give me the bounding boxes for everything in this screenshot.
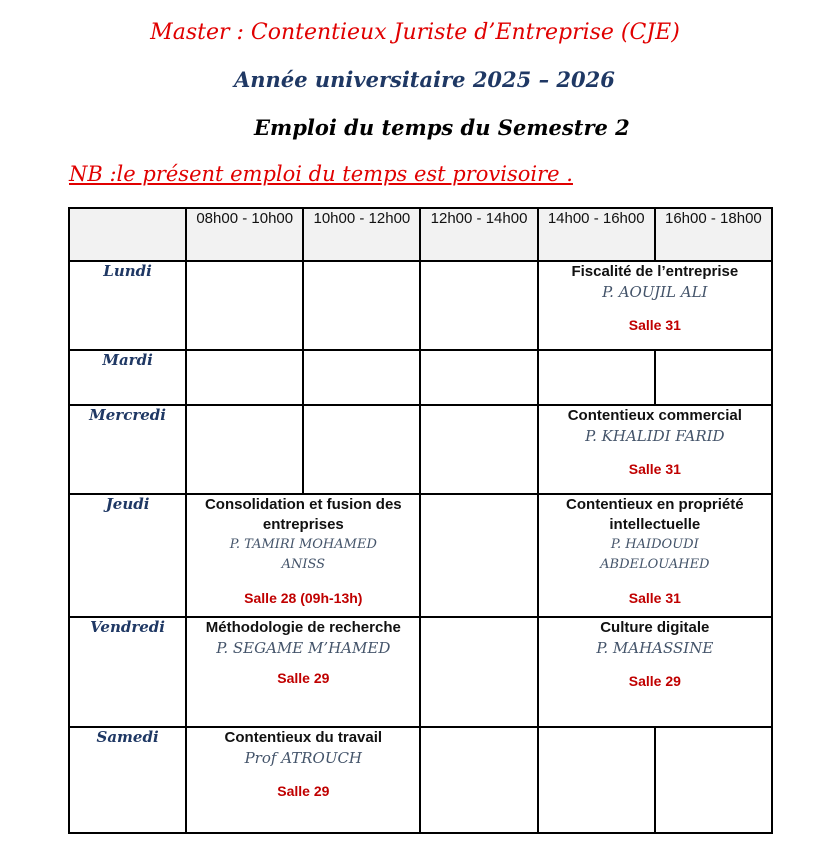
empty-cell <box>420 350 537 405</box>
course-title: Contentieux du travail <box>224 729 383 746</box>
course-cell <box>186 617 420 727</box>
course-cell <box>538 261 772 350</box>
schedule-title: Emploi du temps du Semestre 2 <box>254 115 630 140</box>
empty-cell <box>420 617 537 727</box>
day-label: Jeudi <box>69 494 186 617</box>
empty-cell <box>420 494 537 617</box>
empty-cell <box>420 261 537 350</box>
course-room: Salle 31 <box>628 461 681 477</box>
course-room: Salle 29 <box>277 670 330 686</box>
academic-year: Année universitaire 2025 – 2026 <box>234 67 615 92</box>
empty-cell <box>186 350 303 405</box>
empty-cell <box>303 350 420 405</box>
empty-cell <box>186 405 303 494</box>
course-cell <box>538 405 772 494</box>
corner-cell <box>69 208 186 261</box>
course-cell <box>186 727 420 833</box>
course-professor: P. HAIDOUDI <box>610 537 699 552</box>
course-room: Salle 29 <box>628 673 681 689</box>
day-label: Mercredi <box>69 405 186 494</box>
empty-cell <box>538 727 655 833</box>
course-room: Salle 31 <box>628 317 681 333</box>
empty-cell <box>303 261 420 350</box>
day-row-mardi <box>69 350 772 405</box>
header-row <box>69 208 772 261</box>
course-professor: P. TAMIRI MOHAMED <box>229 537 377 552</box>
course-title: Culture digitale <box>600 619 710 636</box>
empty-cell <box>655 350 772 405</box>
program-title: Master : Contentieux Juriste d’Entreprise (CJE) <box>150 20 680 45</box>
slot-header: 08h00 - 10h00 <box>186 208 303 261</box>
course-professor: P. KHALIDI FARID <box>585 427 725 445</box>
course-room: Salle 29 <box>277 783 330 799</box>
course-professor: ABDELOUAHED <box>600 557 710 572</box>
slot-header: 16h00 - 18h00 <box>655 208 772 261</box>
course-title: Consolidation et fusion des entreprises <box>204 496 402 533</box>
course-professor: P. SEGAME M’HAMED <box>216 639 391 657</box>
empty-cell <box>303 405 420 494</box>
slot-header: 10h00 - 12h00 <box>303 208 420 261</box>
course-title: Contentieux commercial <box>567 407 742 424</box>
empty-cell <box>420 405 537 494</box>
course-title: Méthodologie de recherche <box>205 619 401 636</box>
day-row-jeudi <box>69 494 772 617</box>
course-professor: ANISS <box>281 557 326 572</box>
provisional-note: NB :le présent emploi du temps est provisoire . <box>69 162 573 186</box>
course-professor: P. AOUJIL ALI <box>602 283 708 301</box>
day-label: Mardi <box>69 350 186 405</box>
day-row-mercredi <box>69 405 772 494</box>
course-professor: P. MAHASSINE <box>596 639 714 657</box>
day-row-vendredi <box>69 617 772 727</box>
course-room: Salle 31 <box>628 590 681 606</box>
day-label: Lundi <box>69 261 186 350</box>
slot-header: 14h00 - 16h00 <box>538 208 655 261</box>
day-row-lundi <box>69 261 772 350</box>
day-row-samedi <box>69 727 772 833</box>
empty-cell <box>186 261 303 350</box>
empty-cell <box>420 727 537 833</box>
course-title: Contentieux en propriété intellectuelle <box>566 496 744 533</box>
course-cell <box>538 494 772 617</box>
empty-cell <box>538 350 655 405</box>
day-label: Samedi <box>69 727 186 833</box>
course-room: Salle 28 (09h-13h) <box>244 590 363 606</box>
course-cell <box>538 617 772 727</box>
slot-header: 12h00 - 14h00 <box>420 208 537 261</box>
course-title: Fiscalité de l’entreprise <box>571 263 739 280</box>
day-label: Vendredi <box>69 617 186 727</box>
course-cell <box>186 494 420 617</box>
timetable <box>68 207 773 834</box>
course-professor: Prof ATROUCH <box>244 749 363 767</box>
empty-cell <box>655 727 772 833</box>
